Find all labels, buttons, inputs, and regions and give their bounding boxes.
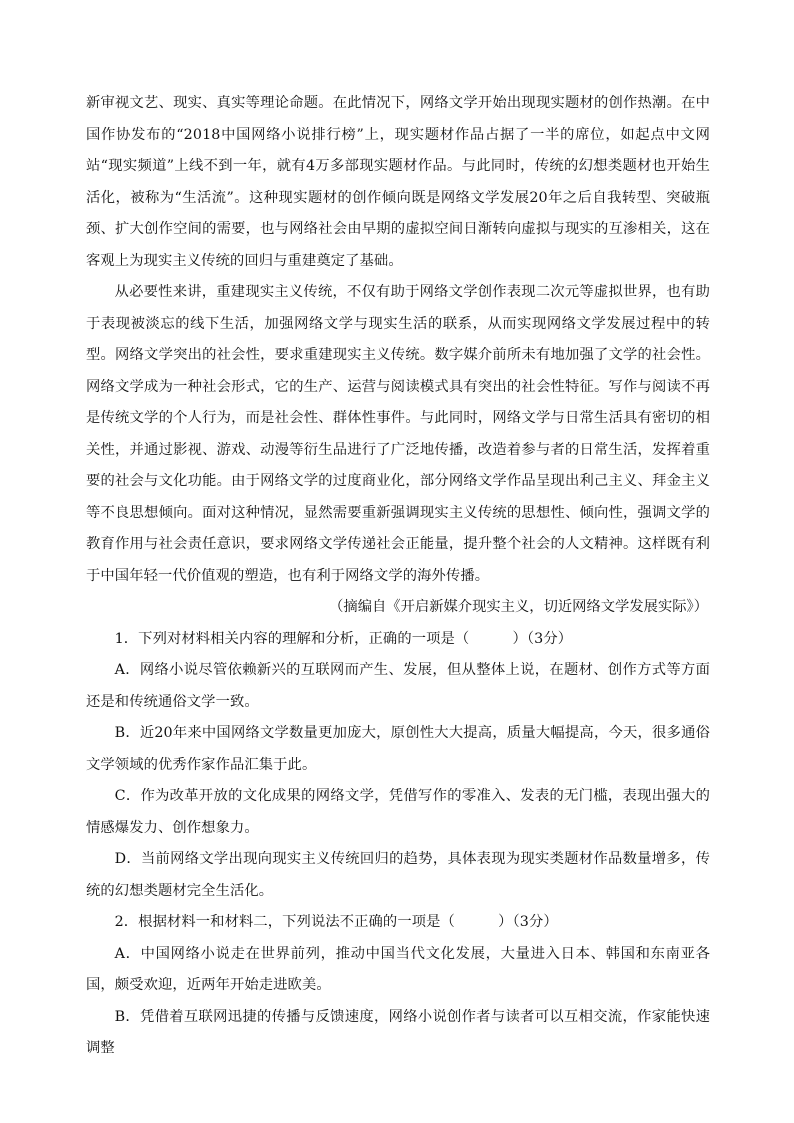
question-1 [86,624,710,908]
option-a: A．中国网络小说走在世界前列，推动中国当代文化发展，大量进入日本、韩国和东南亚各国，颇受欢迎，近两年开始走进欧美。 [86,945,710,993]
option-b: B．凭借着互联网迅捷的传播与反馈速度，网络小说创作者与读者可以互相交流，作家能快速调整 [86,1008,710,1056]
option-d: D．当前网络文学出现向现实主义传统回归的趋势，具体表现为现实类题材作品数量增多，传统的幻想类题材完全生活化。 [86,851,710,899]
question-2 [86,907,710,1065]
question-stem: 2．根据材料一和材料二，下列说法不正确的一项是（ ）（3分） [114,914,558,930]
source-citation: （摘编自《开启新媒介现实主义，切近网络文学发展实际》） [329,599,708,615]
option-c: C．作为改革开放的文化成果的网络文学，凭借写作的零准入、发表的无门槛，表现出强大的情感爆发力、创作想象力。 [86,788,710,836]
body-paragraph: 新审视文艺、现实、真实等理论命题。在此情况下，网络文学开始出现现实题材的创作热潮。在中国作协发布的“2018中国网络小说排行榜”上，现实题材作品占据了一半的席位，如起点中文网站“现实频道”上线不到一年，就有4万多部现实题材作品。与此同时，传统的幻想类题材也开始生活化，被称为“生活流”。这种现实题材的创作倾向既是网络文学发展20年之后自我转型、突破瓶颈、扩大创作空间的需要，也与网络社会由早期的虚拟空间日渐转向虚拟与现实的互渗相关，这在客观上为现实主义传统的回归与重建奠定了基础。 [86,95,710,269]
option-b: B．近20年来中国网络文学数量更加庞大，原创性大大提高，质量大幅提高，今天，很多通俗文学领域的优秀作家作品汇集于此。 [86,725,710,773]
option-a: A．网络小说尽管依赖新兴的互联网而产生、发展，但从整体上说，在题材、创作方式等方面还是和传统通俗文学一致。 [86,662,710,710]
question-stem: 1．下列对材料相关内容的理解和分析，正确的一项是（ ）（3分） [114,630,573,647]
body-paragraph: 从必要性来讲，重建现实主义传统，不仅有助于网络文学创作表现二次元等虚拟世界，也有助于表现被淡忘的线下生活，加强网络文学与现实生活的联系，从而实现网络文学发展过程中的转型。网络文学突出的社会性，要求重建现实主义传统。数字媒介前所未有地加强了文学的社会性。网络文学成为一种社会形式，它的生产、运营与阅读模式具有突出的社会性特征。写作与阅读不再是传统文学的个人行为，而是社会性、群体性事件。与此同时，网络文学与日常生活具有密切的相关性，并通过影视、游戏、动漫等衍生品进行了广泛地传播，改造着参与者的日常生活，发挥着重要的社会与文化功能。由于网络文学的过度商业化，部分网络文学作品呈现出利己主义、拜金主义等不良思想倾向。面对这种情况，显然需要重新强调现实主义传统的思想性、倾向性，强调文学的教育作用与社会责任意识，要求网络文学传递社会正能量，提升整个社会的人文精神。这样既有利于中国年轻一代价值观的塑造，也有利于网络文学的海外传播。 [86,284,710,584]
document-page [86,88,710,1065]
